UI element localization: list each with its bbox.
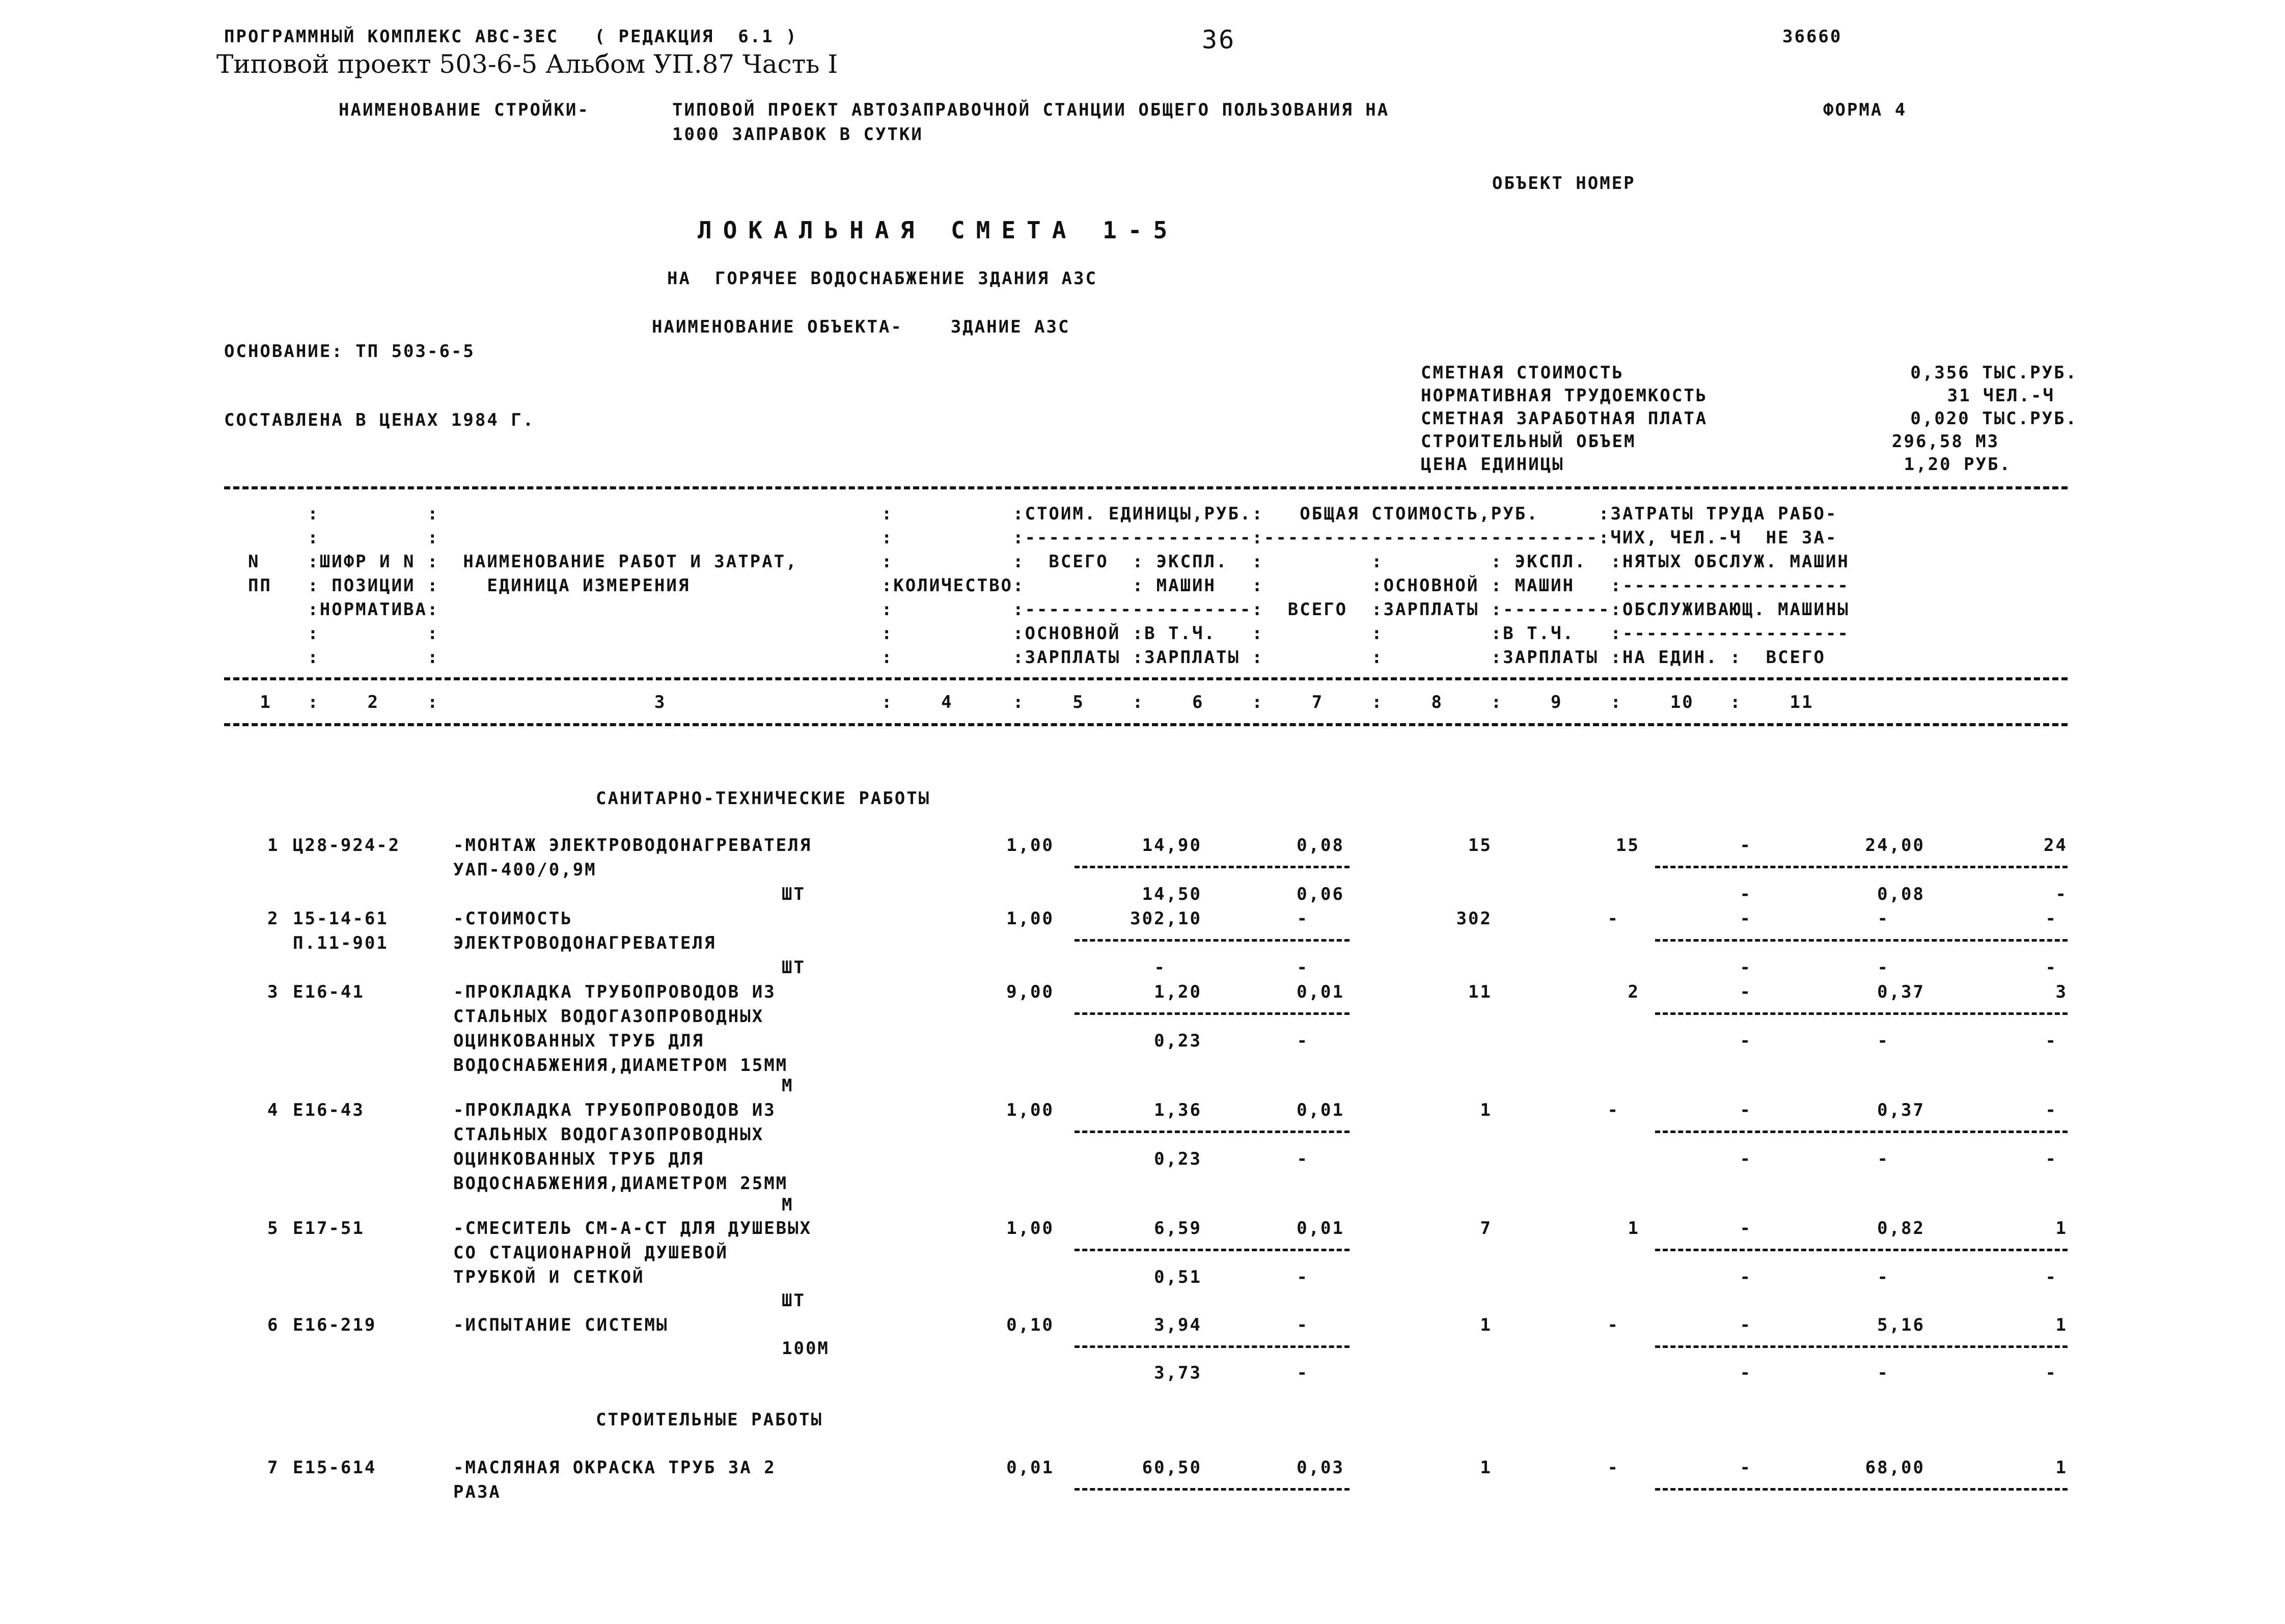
- cell-c9: -: [1740, 1218, 1752, 1238]
- cell-c7: 1: [1480, 1457, 1492, 1478]
- subrule: [1075, 866, 1350, 868]
- cell-b9: -: [1740, 1031, 1752, 1051]
- cell-c8: -: [1607, 1457, 1619, 1478]
- cell-c6: -: [1297, 909, 1309, 929]
- row-name: ОЦИНКОВАННЫХ ТРУБ ДЛЯ: [453, 1149, 704, 1169]
- cell-c9: -: [1740, 1457, 1752, 1478]
- row-name: СТАЛЬНЫХ ВОДОГАЗОПРОВОДНЫХ: [453, 1006, 764, 1027]
- header-line: ПП : ПОЗИЦИИ : ЕДИНИЦА ИЗМЕРЕНИЯ :КОЛИЧЕСТВО: : МАШИН : :ОСНОВНОЙ : МАШИН :-------------------: [224, 575, 1850, 596]
- row-name: -МАСЛЯНАЯ ОКРАСКА ТРУБ ЗА 2: [453, 1457, 776, 1478]
- row-name: -ПРОКЛАДКА ТРУБОПРОВОДОВ ИЗ: [453, 982, 776, 1002]
- subrule: [1655, 1131, 2068, 1133]
- row-unit: 100М: [782, 1338, 830, 1359]
- subrule: [1075, 1012, 1350, 1015]
- cell-b6: -: [1297, 1031, 1309, 1051]
- summary-label: СМЕТНАЯ ЗАРАБОТНАЯ ПЛАТА: [1421, 408, 1708, 429]
- cell-c5: 1,20: [1154, 982, 1202, 1002]
- cell-c7: 1: [1480, 1315, 1492, 1335]
- subrule: [1075, 1488, 1350, 1491]
- cell-c11: 24: [2044, 835, 2068, 856]
- cell-c7: 15: [1468, 835, 1492, 856]
- column-numbers: 1 : 2 : 3 : 4 : 5 : 6 : 7 : 8 : 9 : 10 : 11: [224, 692, 1814, 712]
- cell-c10: 0,37: [1877, 1100, 1925, 1120]
- row-name: ЭЛЕКТРОВОДОНАГРЕВАТЕЛЯ: [453, 933, 717, 953]
- row-name: -МОНТАЖ ЭЛЕКТРОВОДОНАГРЕВАТЕЛЯ: [453, 835, 812, 856]
- cell-c10: 5,16: [1877, 1315, 1925, 1335]
- cell-c7: 1: [1480, 1100, 1492, 1120]
- cell-c8: 15: [1616, 835, 1640, 856]
- row-code-2: П.11-901: [293, 933, 389, 953]
- row-unit: ШТ: [782, 884, 806, 904]
- row-number: 1: [267, 835, 280, 856]
- row-qty: 1,00: [1006, 835, 1054, 856]
- cell-c10: 24,00: [1865, 835, 1925, 856]
- cell-b9: -: [1740, 1363, 1752, 1383]
- subrule: [1075, 1345, 1350, 1348]
- row-code: Е16-43: [293, 1100, 365, 1120]
- subrule: [1655, 1249, 2068, 1251]
- row-qty: 9,00: [1006, 982, 1054, 1002]
- row-number: 3: [267, 982, 280, 1002]
- row-name: -СМЕСИТЕЛЬ СМ-А-СТ ДЛЯ ДУШЕВЫХ: [453, 1218, 812, 1238]
- cell-c5: 6,59: [1154, 1218, 1202, 1238]
- form-label: ФОРМА 4: [1823, 100, 1907, 120]
- cell-c10: 68,00: [1865, 1457, 1925, 1478]
- row-name: ВОДОСНАБЖЕНИЯ,ДИАМЕТРОМ 15ММ: [453, 1055, 788, 1076]
- cell-c9: -: [1740, 835, 1752, 856]
- subrule: [1655, 1488, 2068, 1491]
- cell-c7: 302: [1456, 909, 1492, 929]
- document-subtitle: НА ГОРЯЧЕЕ ВОДОСНАБЖЕНИЕ ЗДАНИЯ АЗС: [667, 268, 1097, 289]
- row-number: 7: [267, 1457, 280, 1478]
- cell-b6: -: [1297, 1149, 1309, 1169]
- row-name: РАЗА: [453, 1482, 501, 1502]
- header-line: N :ШИФР И N : НАИМЕНОВАНИЕ РАБОТ И ЗАТРАТ, : : ВСЕГО : ЭКСПЛ. : : : ЭКСПЛ. :НЯТЫХ ОБСЛУЖ. МАШИН: [224, 552, 1850, 572]
- price-level: СОСТАВЛЕНА В ЦЕНАХ 1984 Г.: [224, 410, 535, 430]
- subrule: [1655, 939, 2068, 942]
- cell-b6: 0,06: [1297, 884, 1344, 904]
- construction-name-1: ТИПОВОЙ ПРОЕКТ АВТОЗАПРАВОЧНОЙ СТАНЦИИ ОБЩЕГО ПОЛЬЗОВАНИЯ НА: [672, 100, 1390, 120]
- row-number: 5: [267, 1218, 280, 1238]
- row-code: Е16-219: [293, 1315, 377, 1335]
- cell-b9: -: [1740, 1149, 1752, 1169]
- row-name: УАП-400/0,9М: [453, 860, 597, 880]
- cell-c11: 1: [2055, 1315, 2068, 1335]
- summary-value: 31 ЧЕЛ.-Ч: [1947, 386, 2055, 406]
- cell-c10: 0,82: [1877, 1218, 1925, 1238]
- row-code: Ц28-924-2: [293, 835, 401, 856]
- row-qty: 0,01: [1006, 1457, 1054, 1478]
- cell-c7: 7: [1480, 1218, 1492, 1238]
- row-unit: М: [782, 1076, 794, 1096]
- header-line: :НОРМАТИВА: : :-------------------: ВСЕГО :ЗАРПЛАТЫ :---------:ОБСЛУЖИВАЮЩ. МАШИНЫ: [224, 599, 1850, 620]
- cell-b5: 3,73: [1154, 1363, 1202, 1383]
- cell-b5: -: [1154, 957, 1166, 978]
- cell-b9: -: [1740, 957, 1752, 978]
- header-line: : : : :ОСНОВНОЙ :В Т.Ч. : : :В Т.Ч. :-------------------: [224, 623, 1850, 644]
- cell-c8: -: [1607, 1315, 1619, 1335]
- row-code: Е15-614: [293, 1457, 377, 1478]
- summary-value: 0,356 ТЫС.РУБ.: [1910, 363, 2078, 383]
- document-title: ЛОКАЛЬНАЯ СМЕТА 1-5: [698, 216, 1179, 244]
- cell-b10: -: [1877, 957, 1889, 978]
- doc-code: 36660: [1782, 26, 1842, 47]
- cell-c8: -: [1607, 909, 1619, 929]
- cell-b11: -: [2055, 884, 2068, 904]
- summary-value: 296,58 М3: [1892, 431, 2000, 452]
- cell-c9: -: [1740, 909, 1752, 929]
- program-line: ПРОГРАММНЫЙ КОМПЛЕКС АВС-ЗЕС ( РЕДАКЦИЯ 6.1 ): [224, 26, 798, 47]
- cell-b6: -: [1297, 957, 1309, 978]
- cell-b11: -: [2045, 1149, 2057, 1169]
- row-name: СТАЛЬНЫХ ВОДОГАЗОПРОВОДНЫХ: [453, 1124, 764, 1145]
- cell-c5: 60,50: [1142, 1457, 1202, 1478]
- cell-c5: 302,10: [1130, 909, 1202, 929]
- cell-c6: 0,01: [1297, 982, 1344, 1002]
- subrule: [1655, 866, 2068, 868]
- cell-b10: -: [1877, 1031, 1889, 1051]
- row-number: 6: [267, 1315, 280, 1335]
- row-qty: 1,00: [1006, 1218, 1054, 1238]
- cell-c11: 3: [2055, 982, 2068, 1002]
- summary-value: 0,020 ТЫС.РУБ.: [1910, 408, 2078, 429]
- row-name: ОЦИНКОВАННЫХ ТРУБ ДЛЯ: [453, 1031, 704, 1051]
- cell-c10: 0,37: [1877, 982, 1925, 1002]
- cell-b5: 14,50: [1142, 884, 1202, 904]
- summary-label: ЦЕНА ЕДИНИЦЫ: [1421, 454, 1564, 475]
- row-code: Е16-41: [293, 982, 365, 1002]
- cell-c9: -: [1740, 982, 1752, 1002]
- summary-label: СТРОИТЕЛЬНЫЙ ОБЪЕМ: [1421, 431, 1636, 452]
- row-code: 15-14-61: [293, 909, 389, 929]
- row-name: -СТОИМОСТЬ: [453, 909, 573, 929]
- row-name: ВОДОСНАБЖЕНИЯ,ДИАМЕТРОМ 25ММ: [453, 1173, 788, 1194]
- object-name: НАИМЕНОВАНИЕ ОБЪЕКТА- ЗДАНИЕ АЗС: [652, 317, 1070, 337]
- subrule: [1075, 1131, 1350, 1133]
- cell-b11: -: [2045, 1267, 2057, 1287]
- cell-b9: -: [1740, 1267, 1752, 1287]
- cell-b10: -: [1877, 1267, 1889, 1287]
- row-name: СО СТАЦИОНАРНОЙ ДУШЕВОЙ: [453, 1243, 728, 1263]
- cell-c11: 1: [2055, 1457, 2068, 1478]
- cell-c11: -: [2045, 1100, 2057, 1120]
- cell-c11: 1: [2055, 1218, 2068, 1238]
- subrule: [1655, 1345, 2068, 1348]
- cell-c11: -: [2045, 909, 2057, 929]
- summary-label: НОРМАТИВНАЯ ТРУДОЕМКОСТЬ: [1421, 386, 1708, 406]
- row-name: ТРУБКОЙ И СЕТКОЙ: [453, 1267, 645, 1287]
- cell-c6: 0,01: [1297, 1218, 1344, 1238]
- cell-b11: -: [2045, 957, 2057, 978]
- page-number: 36: [1202, 25, 1236, 54]
- cell-b11: -: [2045, 1031, 2057, 1051]
- header-line: : : : :-------------------:----------------------------:ЧИХ, ЧЕЛ.-Ч НЕ ЗА-: [224, 528, 1838, 548]
- section-title: СТРОИТЕЛЬНЫЕ РАБОТЫ: [596, 1410, 823, 1430]
- rule: [224, 677, 2068, 680]
- cell-c6: 0,03: [1297, 1457, 1344, 1478]
- row-unit: М: [782, 1195, 794, 1215]
- cell-c8: -: [1607, 1100, 1619, 1120]
- cell-c6: 0,01: [1297, 1100, 1344, 1120]
- project-line: Типовой проект 503-6-5 Альбом УП.87 Часть I: [216, 49, 838, 79]
- cell-b11: -: [2045, 1363, 2057, 1383]
- cell-b10: 0,08: [1877, 884, 1925, 904]
- subrule: [1075, 1249, 1350, 1251]
- row-code: Е17-51: [293, 1218, 365, 1238]
- row-qty: 0,10: [1006, 1315, 1054, 1335]
- summary-value: 1,20 РУБ.: [1904, 454, 2012, 475]
- cell-b5: 0,23: [1154, 1031, 1202, 1051]
- construction-name-2: 1000 ЗАПРАВОК В СУТКИ: [672, 124, 923, 145]
- header-line: : : : :СТОИМ. ЕДИНИЦЫ,РУБ.: ОБЩАЯ СТОИМОСТЬ,РУБ. :ЗАТРАТЫ ТРУДА РАБО-: [224, 504, 1838, 524]
- header-line: : : : :ЗАРПЛАТЫ :ЗАРПЛАТЫ : : :ЗАРПЛАТЫ :НА ЕДИН. : ВСЕГО: [224, 647, 1826, 668]
- row-unit: ШТ: [782, 957, 806, 978]
- cell-c7: 11: [1468, 982, 1492, 1002]
- cell-b9: -: [1740, 884, 1752, 904]
- cell-b10: -: [1877, 1363, 1889, 1383]
- row-name: -ПРОКЛАДКА ТРУБОПРОВОДОВ ИЗ: [453, 1100, 776, 1120]
- subrule: [1075, 939, 1350, 942]
- cell-c6: -: [1297, 1315, 1309, 1335]
- row-unit: ШТ: [782, 1290, 806, 1311]
- cell-b6: -: [1297, 1267, 1309, 1287]
- row-qty: 1,00: [1006, 1100, 1054, 1120]
- cell-c9: -: [1740, 1100, 1752, 1120]
- summary-label: СМЕТНАЯ СТОИМОСТЬ: [1421, 363, 1624, 383]
- cell-c6: 0,08: [1297, 835, 1344, 856]
- subrule: [1655, 1012, 2068, 1015]
- cell-c8: 2: [1628, 982, 1640, 1002]
- row-qty: 1,00: [1006, 909, 1054, 929]
- cell-b5: 0,51: [1154, 1267, 1202, 1287]
- row-number: 4: [267, 1100, 280, 1120]
- cell-b10: -: [1877, 1149, 1889, 1169]
- cell-c8: 1: [1628, 1218, 1640, 1238]
- section-title: САНИТАРНО-ТЕХНИЧЕСКИЕ РАБОТЫ: [596, 788, 931, 809]
- object-number: ОБЪЕКТ НОМЕР: [1492, 173, 1636, 194]
- row-name: -ИСПЫТАНИЕ СИСТЕМЫ: [453, 1315, 669, 1335]
- cell-c10: -: [1877, 909, 1889, 929]
- cell-c9: -: [1740, 1315, 1752, 1335]
- rule: [224, 723, 2068, 726]
- row-number: 2: [267, 909, 280, 929]
- cell-c5: 1,36: [1154, 1100, 1202, 1120]
- cell-b5: 0,23: [1154, 1149, 1202, 1169]
- cell-b6: -: [1297, 1363, 1309, 1383]
- construction-name-label: НАИМЕНОВАНИЕ СТРОЙКИ-: [339, 100, 590, 120]
- cell-c5: 3,94: [1154, 1315, 1202, 1335]
- rule: [224, 486, 2068, 489]
- cell-c5: 14,90: [1142, 835, 1202, 856]
- basis: ОСНОВАНИЕ: ТП 503-6-5: [224, 341, 475, 362]
